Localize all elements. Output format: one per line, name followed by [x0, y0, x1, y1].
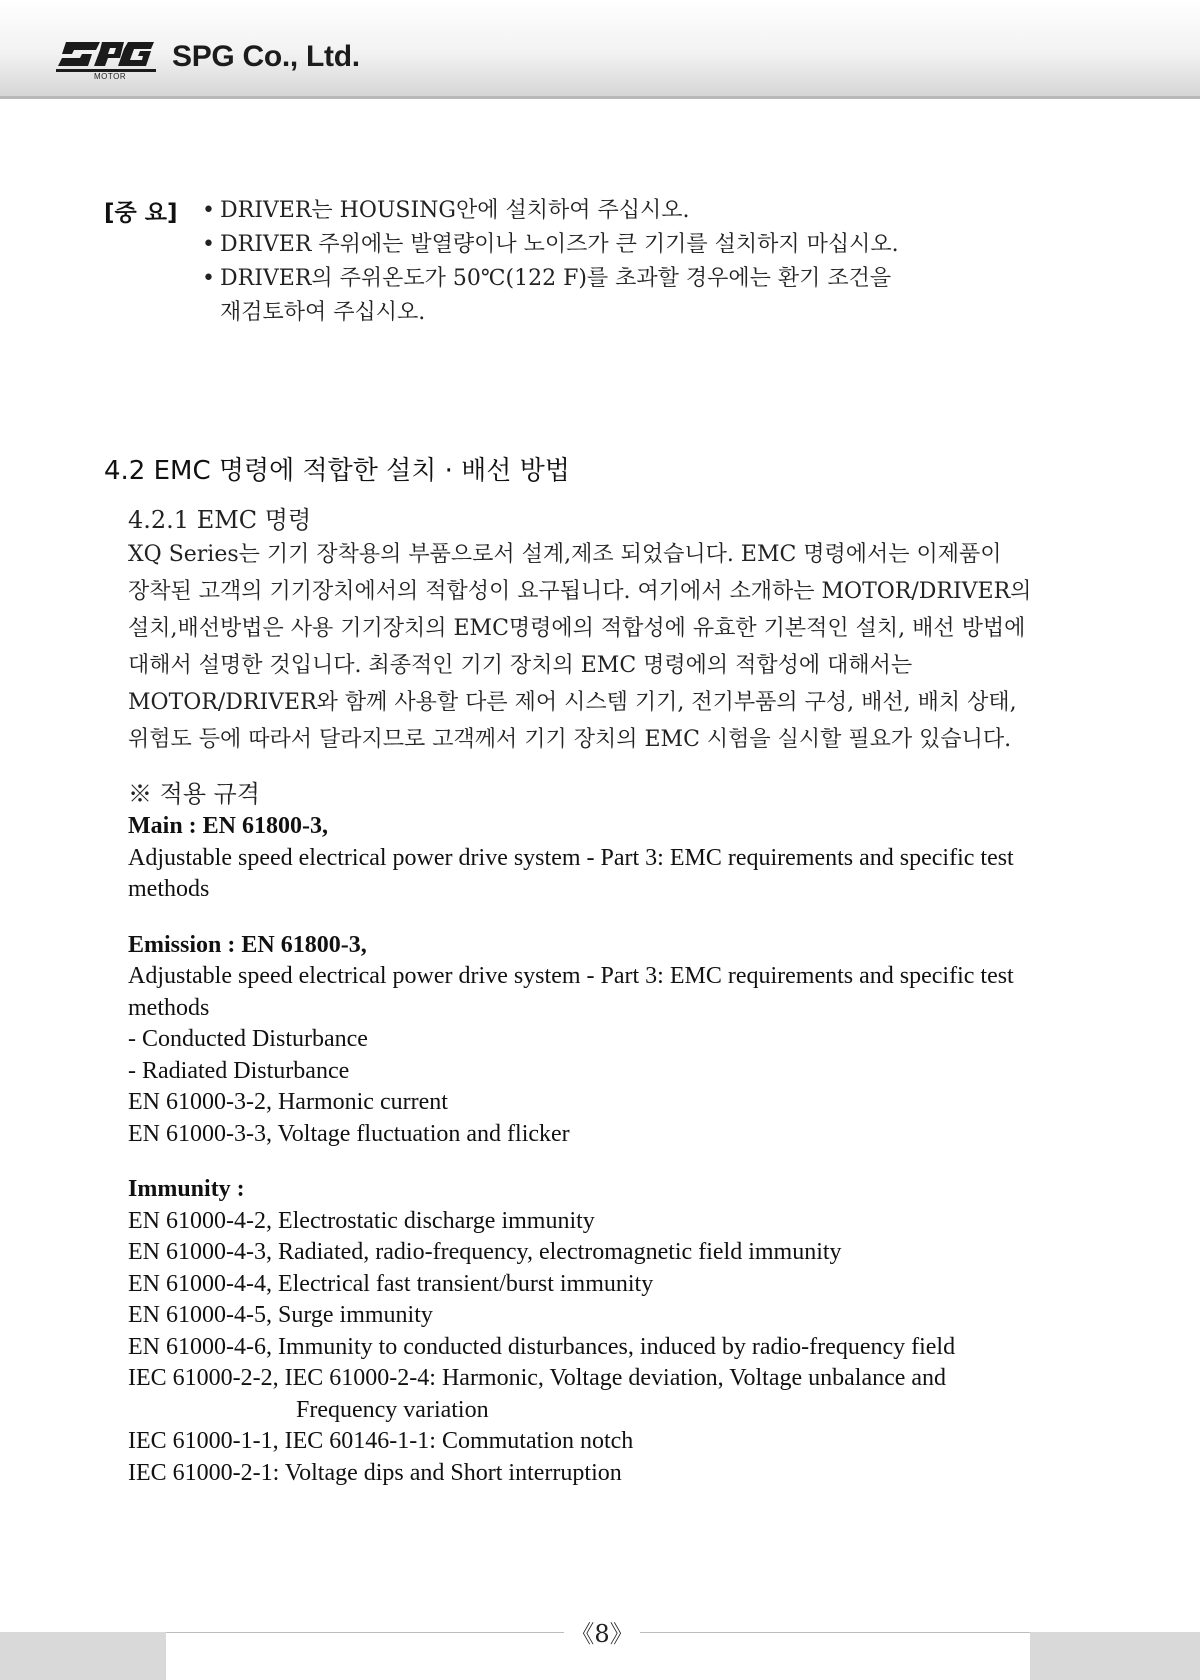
standards-note: ※ 적용 규격 [128, 780, 260, 808]
important-item [202, 194, 1102, 228]
important-text: DRIVER 주위에는 발열량이나 노이즈가 큰 기기를 설치하지 마십시오. [220, 232, 899, 257]
emission-line: EN 61000-3-3, Voltage fluctuation and flicker [128, 1120, 570, 1147]
bullet-icon: • [202, 266, 215, 291]
subsection-title: 4.2.1 EMC 명령 [128, 506, 312, 534]
footer-divider [640, 1632, 1030, 1633]
standards-block [128, 778, 1128, 1489]
important-text: DRIVER의 주위온도가 50℃(122 F)를 초과할 경우에는 환기 조건을 [220, 266, 892, 291]
immunity-line: EN 61000-4-2, Electrostatic discharge immunity [128, 1207, 595, 1234]
immunity-line: EN 61000-4-3, Radiated, radio-frequency, electromagnetic field immunity [128, 1239, 842, 1265]
important-text-continued: 재검토하여 주십시오. [220, 300, 426, 325]
footer-block-right [1030, 1632, 1200, 1680]
emission-line: EN 61000-3-2, Harmonic current [128, 1089, 448, 1115]
logo-subtext: MOTOR [94, 72, 127, 81]
page-number: 《8》 [570, 1620, 634, 1648]
important-item [202, 228, 1102, 262]
immunity-line: EN 61000-4-5, Surge immunity [128, 1302, 433, 1328]
immunity-line: IEC 61000-2-2, IEC 61000-2-4: Harmonic, Voltage deviation, Voltage unbalance and [128, 1365, 947, 1391]
paragraph-line: MOTOR/DRIVER와 함께 사용할 다른 제어 시스템 기기, 전기부품의 구성, 배선, 배치 상태, [128, 690, 1017, 715]
footer-block-left [0, 1632, 166, 1680]
paragraph-line: 장착된 고객의 기기장치에서의 적합성이 요구됩니다. 여기에서 소개하는 MOTOR/DRIVER의 [128, 579, 1032, 604]
emission-line: Adjustable speed electrical power drive system - Part 3: EMC requirements and specific test [128, 963, 1014, 989]
immunity-line-continued: Frequency variation [296, 1396, 489, 1423]
immunity-line: IEC 61000-1-1, IEC 60146-1-1: Commutation notch [128, 1428, 634, 1454]
paragraph-line: 대해서 설명한 것입니다. 최종적인 기기 장치의 EMC 명령에의 적합성에 대해서는 [128, 653, 913, 678]
bullet-icon: • [202, 232, 215, 257]
important-list [202, 194, 1102, 330]
immunity-line: EN 61000-4-6, Immunity to conducted disturbances, induced by radio-frequency field [128, 1333, 956, 1360]
section-title: 4.2 EMC 명령에 적합한 설치 · 배선 방법 [104, 456, 570, 486]
emission-line: - Radiated Disturbance [128, 1057, 350, 1084]
company-name: SPG Co., Ltd. [172, 40, 360, 73]
immunity-line: EN 61000-4-4, Electrical fast transient/burst immunity [128, 1270, 654, 1297]
immunity-line: IEC 61000-2-1: Voltage dips and Short interruption [128, 1459, 622, 1486]
paragraph-line: 위험도 등에 따라서 달라지므로 고객께서 기기 장치의 EMC 시험을 실시할 필요가 있습니다. [128, 727, 1012, 752]
emission-line: methods [128, 994, 210, 1021]
paragraph-line: 설치,배선방법은 사용 기기장치의 EMC명령에의 적합성에 유효한 기본적인 설치, 배선 방법에 [128, 616, 1026, 641]
important-text: DRIVER는 HOUSING안에 설치하여 주십시오. [220, 198, 690, 223]
footer-divider [166, 1632, 564, 1633]
emission-heading: Emission : EN 61800-3, [128, 931, 367, 958]
page-header [0, 0, 1200, 99]
main-standard-line: methods [128, 876, 210, 902]
main-standard-line: Adjustable speed electrical power drive system - Part 3: EMC requirements and specific test [128, 844, 1014, 871]
bullet-icon: • [202, 198, 215, 223]
important-label: [중 요] [104, 200, 178, 226]
immunity-heading: Immunity : [128, 1176, 245, 1202]
body-paragraph [128, 536, 1128, 758]
main-standard-heading: Main : EN 61800-3, [128, 813, 328, 839]
emission-line: - Conducted Disturbance [128, 1026, 368, 1052]
paragraph-line: XQ Series는 기기 장착용의 부품으로서 설계,제조 되었습니다. EMC 명령에서는 이제품이 [128, 542, 1002, 567]
important-item [202, 262, 1102, 330]
